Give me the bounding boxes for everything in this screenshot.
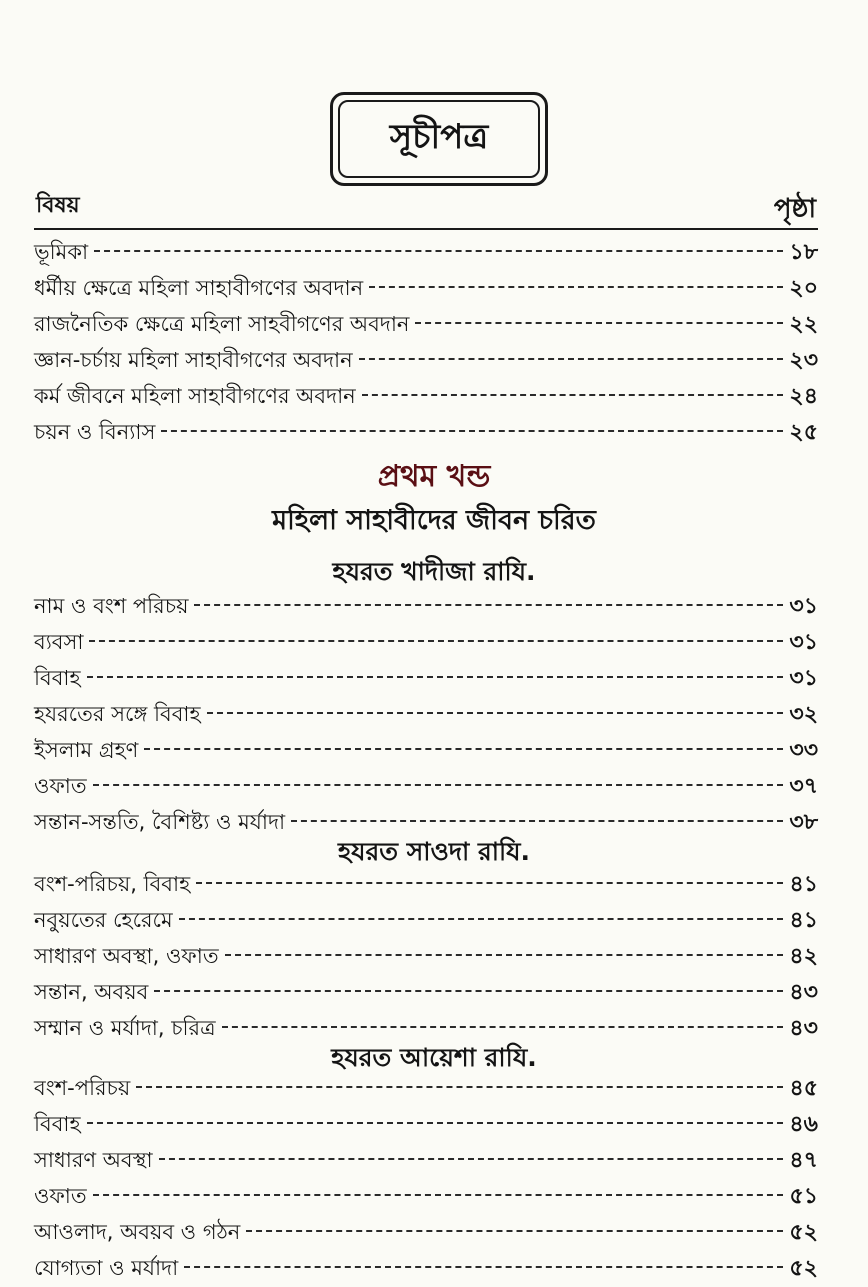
intro-list	[34, 234, 818, 450]
page-number: ৫২	[789, 1256, 818, 1281]
toc-row	[34, 1106, 818, 1142]
page-number: ২২	[789, 312, 818, 337]
dot-leader	[87, 1122, 784, 1124]
dot-leader	[369, 286, 783, 288]
toc-row	[34, 696, 818, 732]
toc-entry: বিবাহ	[34, 666, 81, 690]
section-list	[34, 866, 818, 1046]
toc-entry: ইসলাম গ্রহণ	[34, 738, 139, 762]
toc-row	[34, 768, 818, 804]
part-subtitle: মহিলা সাহাবীদের জীবন চরিত	[272, 505, 596, 536]
toc-entry: বিবাহ	[34, 1112, 81, 1136]
dot-leader	[359, 358, 784, 360]
title-frame	[330, 92, 548, 186]
toc-entry: নাম ও বংশ পরিচয়	[34, 594, 189, 618]
dot-leader	[207, 712, 784, 714]
toc-entry: সম্মান ও মর্যাদা, চরিত্র	[34, 1016, 216, 1040]
toc-row	[34, 1214, 818, 1250]
toc-row	[34, 1142, 818, 1178]
toc-row	[34, 414, 818, 450]
page-number: ৪৩	[789, 980, 818, 1005]
page-number: ৩১	[789, 594, 818, 619]
dot-leader	[93, 1194, 784, 1196]
section-title: হযরত সাওদা রাযি.	[337, 837, 531, 866]
toc-row	[34, 234, 818, 270]
toc-row	[34, 938, 818, 974]
toc-row	[34, 378, 818, 414]
toc-row	[34, 342, 818, 378]
toc-row	[34, 866, 818, 902]
page-number: ৫২	[789, 1220, 818, 1245]
toc-row	[34, 1178, 818, 1214]
dot-leader	[291, 820, 783, 822]
dot-leader	[222, 1026, 784, 1028]
toc-row	[34, 732, 818, 768]
toc-entry: নবুয়তের হেরেমে	[34, 908, 173, 932]
toc-row	[34, 902, 818, 938]
toc-entry: সাধারণ অবস্থা	[34, 1148, 153, 1172]
page-number: ৪৫	[789, 1076, 818, 1101]
page-number: ৪১	[789, 872, 818, 897]
toc-entry: ব্যবসা	[34, 630, 84, 654]
toc-row	[34, 270, 818, 306]
toc-entry: আওলাদ, অবয়ব ও গঠন	[34, 1220, 241, 1244]
page-number: ১৮	[789, 240, 818, 265]
toc-entry: সাধারণ অবস্থা, ওফাত	[34, 944, 219, 968]
section-list	[34, 588, 818, 840]
toc-entry: হযরতের সঙ্গে বিবাহ	[34, 702, 201, 726]
page-number: ৩১	[789, 630, 818, 655]
page-number: ২৫	[789, 420, 818, 445]
header-divider	[34, 228, 818, 230]
page-number: ৫১	[789, 1184, 818, 1209]
dot-leader	[194, 604, 783, 606]
toc-entry: চয়ন ও বিন্যাস	[34, 420, 156, 444]
toc-entry: যোগ্যতা ও মর্যাদা	[34, 1256, 179, 1280]
page-title: সূচীপত্র	[338, 100, 540, 178]
page-number: ৩৩	[789, 738, 818, 763]
toc-entry: ওফাত	[34, 774, 87, 798]
dot-leader	[159, 1158, 784, 1160]
dot-leader	[415, 322, 783, 324]
page-number: ৩২	[789, 702, 818, 727]
dot-leader	[87, 676, 784, 678]
dot-leader	[362, 394, 784, 396]
section-title: হযরত আয়েশা রাযি.	[331, 1043, 537, 1072]
dot-leader	[94, 250, 783, 252]
page-number: ৪২	[789, 944, 818, 969]
dot-leader	[154, 990, 783, 992]
page-number: ৩৭	[789, 774, 818, 799]
toc-entry: ওফাত	[34, 1184, 87, 1208]
page-number: ৩১	[789, 666, 818, 691]
page-number: ২৪	[789, 384, 818, 409]
toc-entry: সন্তান-সন্ততি, বৈশিষ্ট্য ও মর্যাদা	[34, 810, 286, 834]
toc-row	[34, 306, 818, 342]
toc-entry: বংশ-পরিচয়, বিবাহ	[34, 872, 191, 896]
page-number: ২০	[789, 276, 818, 301]
toc-entry: বংশ-পরিচয়	[34, 1076, 131, 1100]
dot-leader	[196, 882, 783, 884]
toc-row	[34, 624, 818, 660]
toc-row	[34, 1070, 818, 1106]
section-title: হযরত খাদীজা রাযি.	[332, 557, 536, 586]
dot-leader	[179, 918, 784, 920]
page-number: ৩৮	[789, 810, 818, 835]
dot-leader	[184, 1266, 783, 1268]
dot-leader	[161, 430, 783, 432]
toc-entry: জ্ঞান-চর্চায় মহিলা সাহাবীগণের অবদান	[34, 348, 353, 372]
page-number: ৪৬	[789, 1112, 818, 1137]
toc-row	[34, 660, 818, 696]
toc-row	[34, 974, 818, 1010]
page-number: ২৩	[789, 348, 818, 373]
part-title: প্রথম খন্ড	[377, 459, 491, 494]
toc-row	[34, 588, 818, 624]
page-number: ৪১	[789, 908, 818, 933]
toc-entry: রাজনৈতিক ক্ষেত্রে মহিলা সাহবীগণের অবদান	[34, 312, 410, 336]
toc-entry: ভূমিকা	[34, 240, 89, 264]
subject-column-header: বিষয়	[36, 193, 80, 218]
dot-leader	[136, 1086, 783, 1088]
page-number: ৪৭	[789, 1148, 818, 1173]
dot-leader	[246, 1230, 783, 1232]
dot-leader	[93, 784, 784, 786]
toc-entry: সন্তান, অবয়ব	[34, 980, 149, 1004]
section-list	[34, 1070, 818, 1286]
toc-row	[34, 1250, 818, 1286]
toc-entry: ধর্মীয় ক্ষেত্রে মহিলা সাহাবীগণের অবদান	[34, 276, 364, 300]
page-column-header: পৃষ্ঠা	[773, 194, 816, 224]
dot-leader	[225, 954, 784, 956]
toc-entry: কর্ম জীবনে মহিলা সাহাবীগণের অবদান	[34, 384, 356, 408]
dot-leader	[89, 640, 783, 642]
dot-leader	[144, 748, 783, 750]
page-number: ৪৩	[789, 1016, 818, 1041]
